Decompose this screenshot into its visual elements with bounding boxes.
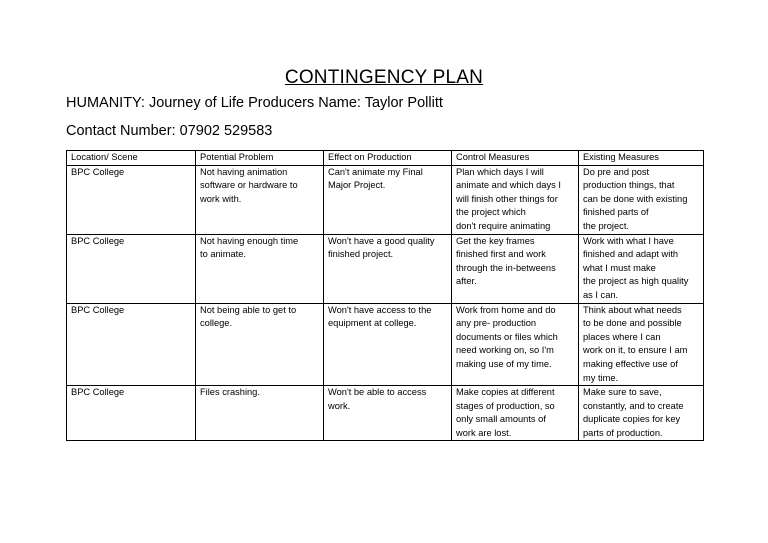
cell-text-line: can be done with existing — [582, 193, 688, 204]
header-control-measures: Control Measures — [452, 151, 579, 166]
cell-text-line: finished first and work — [456, 249, 546, 260]
cell-text-line: finished parts of — [582, 207, 649, 218]
cell-text-line: parts of production. — [582, 427, 663, 438]
contingency-table — [66, 150, 704, 441]
header-potential-problem: Potential Problem — [196, 151, 324, 166]
table-row — [67, 303, 704, 386]
existing-measures-cell — [578, 386, 703, 441]
cell-text-line: Files crashing. — [200, 387, 260, 398]
cell-text-line: Make sure to save, — [582, 387, 662, 398]
cell-text-line: equipment at college. — [328, 318, 417, 329]
cell-text-line: through the in-betweens — [456, 262, 556, 273]
existing-measures-cell — [578, 234, 703, 303]
existing-measures-cell — [578, 303, 703, 386]
cell-text-line: the project as high quality — [582, 276, 689, 287]
cell-text-line: to animate. — [200, 249, 246, 260]
cell-text-line: constantly, and to create — [582, 400, 684, 411]
cell-text-line: after. — [456, 276, 477, 287]
cell-text-line: Can't animate my Final — [328, 166, 423, 177]
cell-text-line: finished project. — [328, 249, 394, 260]
cell-text-line: BPC College — [71, 235, 125, 246]
cell-text-line: Do pre and post — [582, 166, 650, 177]
potential-problem-cell — [196, 234, 324, 303]
header-effect: Effect on Production — [324, 151, 452, 166]
contact-number: Contact Number: 07902 529583 — [66, 123, 273, 139]
cell-text-line: Not having animation — [200, 166, 288, 177]
effect-cell — [324, 234, 452, 303]
cell-text-line: the project which — [456, 207, 526, 218]
effect-cell — [324, 386, 452, 441]
location-cell — [67, 165, 196, 234]
cell-text-line: animate and which days I — [456, 180, 561, 191]
cell-text-line: college. — [200, 318, 233, 329]
cell-text-line: documents or files which — [456, 331, 558, 342]
cell-text-line: duplicate copies for key — [582, 414, 681, 425]
cell-text-line: Think about what needs — [582, 304, 682, 315]
existing-measures-cell — [578, 165, 703, 234]
potential-problem-cell — [196, 303, 324, 386]
cell-text-line: as I can. — [582, 289, 619, 300]
cell-text-line: Work from home and do — [456, 304, 556, 315]
cell-text-line: what I must make — [582, 262, 656, 273]
cell-text-line: making use of my time. — [456, 358, 552, 369]
cell-text-line: Work with what I have — [582, 235, 674, 246]
cell-text-line: work on it, to ensure I am — [582, 345, 688, 356]
cell-text-line: work are lost. — [456, 427, 512, 438]
table-row — [67, 386, 704, 441]
cell-text-line: will finish other things for — [456, 193, 558, 204]
project-and-producer: HUMANITY: Journey of Life Producers Name: Taylor Pollitt — [66, 95, 443, 111]
location-cell — [67, 303, 196, 386]
cell-text-line: Not being able to get to — [200, 304, 297, 315]
location-cell — [67, 234, 196, 303]
cell-text-line: work. — [328, 400, 351, 411]
cell-text-line: any pre- production — [456, 318, 537, 329]
cell-text-line: Get the key frames — [456, 235, 535, 246]
cell-text-line: to be done and possible — [582, 318, 682, 329]
cell-text-line: my time. — [582, 372, 619, 383]
cell-text-line: stages of production, so — [456, 400, 555, 411]
cell-text-line: Major Project. — [328, 180, 386, 191]
location-cell — [67, 386, 196, 441]
cell-text-line: software or hardware to — [200, 180, 298, 191]
effect-cell — [324, 165, 452, 234]
cell-text-line: Won't be able to access — [328, 387, 427, 398]
cell-text-line: Won't have access to the — [328, 304, 432, 315]
control-measures-cell — [452, 386, 579, 441]
cell-text-line: work with. — [200, 193, 242, 204]
page-title: CONTINGENCY PLAN — [284, 67, 484, 88]
cell-text-line: places where I can — [582, 331, 661, 342]
cell-text-line: need working on, so I'm — [456, 345, 554, 356]
cell-text-line: finished and adapt with — [582, 249, 679, 260]
cell-text-line: BPC College — [71, 304, 125, 315]
table-header-row — [67, 151, 704, 166]
control-measures-cell — [452, 234, 579, 303]
cell-text-line: BPC College — [71, 387, 125, 398]
cell-text-line: don't require animating — [456, 220, 551, 231]
cell-text-line: Make copies at different — [456, 387, 555, 398]
cell-text-line: the project. — [582, 220, 629, 231]
cell-text-line: BPC College — [71, 166, 125, 177]
potential-problem-cell — [196, 386, 324, 441]
cell-text-line: making effective use of — [582, 358, 678, 369]
potential-problem-cell — [196, 165, 324, 234]
cell-text-line: Plan which days I will — [456, 166, 544, 177]
header-existing-measures: Existing Measures — [578, 151, 703, 166]
control-measures-cell — [452, 165, 579, 234]
table-row — [67, 234, 704, 303]
effect-cell — [324, 303, 452, 386]
header-location: Location/ Scene — [67, 151, 196, 166]
cell-text-line: production things, that — [582, 180, 675, 191]
control-measures-cell — [452, 303, 579, 386]
cell-text-line: Won't have a good quality — [328, 235, 435, 246]
cell-text-line: only small amounts of — [456, 414, 546, 425]
cell-text-line: Not having enough time — [200, 235, 299, 246]
table-row — [67, 165, 704, 234]
